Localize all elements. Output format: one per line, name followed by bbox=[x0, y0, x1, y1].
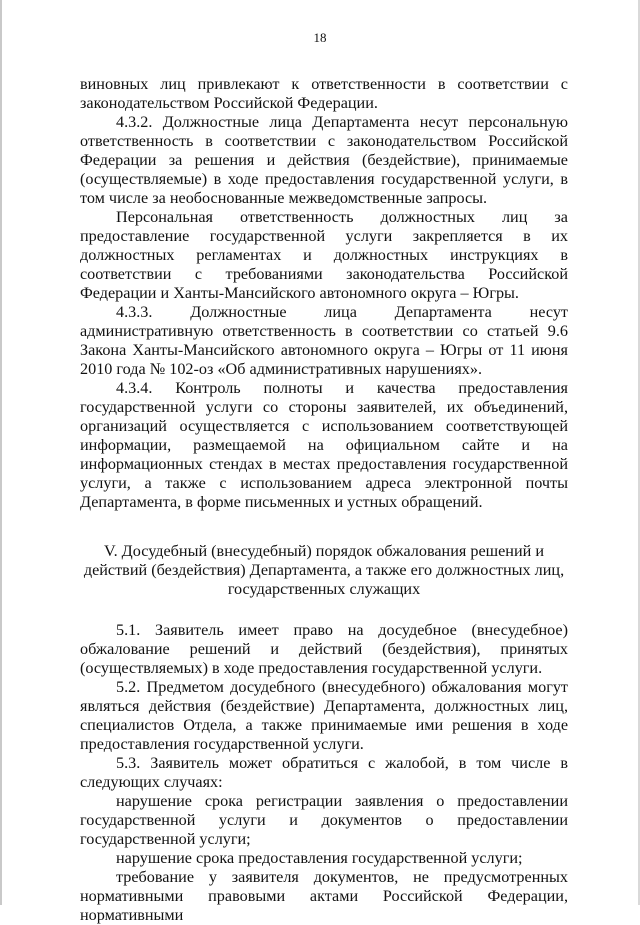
scan-edge-left bbox=[0, 0, 2, 905]
list-item-service-deadline: нарушение срока предоставления государственной услуги; bbox=[116, 849, 523, 867]
section-heading-line-2: действий (бездействия) Департамента, а также его должностных лиц, bbox=[83, 561, 565, 579]
paragraph-5-2: 5.2. Предметом досудебного (внесудебного) обжалования могут являться действия (бездействие) Департамента, должностных лиц, специалистов Отдела, а также принимаемые ими решения в ходе предоставления государственной услуги. bbox=[80, 678, 568, 753]
section-heading-line-1: V. Досудебный (внесудебный) порядок обжалования решений и bbox=[103, 542, 544, 560]
paragraph-5-1: 5.1. Заявитель имеет право на досудебное (внесудебное) обжалование решений и действий (бездействия), принятых (осуществляемых) в ходе предоставления государственной услуги. bbox=[80, 621, 568, 677]
section-heading bbox=[80, 542, 568, 599]
list-item-registration-deadline: нарушение срока регистрации заявления о предоставлении государственной услуги и документов о предоставлении государственной услуги; bbox=[80, 792, 568, 848]
document-body bbox=[80, 75, 568, 925]
paragraph-5-3: 5.3. Заявитель может обратиться с жалобой, в том числе в следующих случаях: bbox=[80, 754, 568, 791]
list-item-documents-requirement: требование у заявителя документов, не предусмотренных нормативными правовыми актами Российской Федерации, нормативными bbox=[80, 868, 568, 924]
paragraph-4-3-3: 4.3.3. Должностные лица Департамента несут административную ответственность в соответствии со статьей 9.6 Закона Ханты-Мансийского автономного округа – Югры от 11 июня 2010 года № 102-оз «Об административных нарушениях». bbox=[80, 303, 568, 378]
page-number: 18 bbox=[313, 30, 327, 45]
paragraph-p0: виновных лиц привлекают к ответственности в соответствии с законодательством Российской Федерации. bbox=[80, 75, 568, 112]
paragraph-4-3-2: 4.3.2. Должностные лица Департамента несут персональную ответственность в соответствии с законодательством Российской Федерации за решения и действия (бездействие), принимаемые (осуществляемые) в ходе предоставления государственной услуги, в том числе за необоснованные межведомственные запросы. bbox=[80, 113, 568, 207]
section-heading-line-3: государственных служащих bbox=[227, 580, 421, 598]
paragraph-4-3-4: 4.3.4. Контроль полноты и качества предоставления государственной услуги со стороны заявителей, их объединений, организаций осуществляется с использованием соответствующей информации, размещаемой на официальном сайте и на информационных стендах в местах предоставления государственной услуги, а также с использованием адреса электронной почты Департамента, в форме письменных и устных обращений. bbox=[80, 379, 568, 511]
paragraph-personal-responsibility: Персональная ответственность должностных лиц за предоставление государственной услуги закрепляется в их должностных регламентах и должностных инструкциях в соответствии с требованиями законодательства Российской Федерации и Ханты-Мансийского автономного округа – Югры. bbox=[80, 208, 568, 302]
